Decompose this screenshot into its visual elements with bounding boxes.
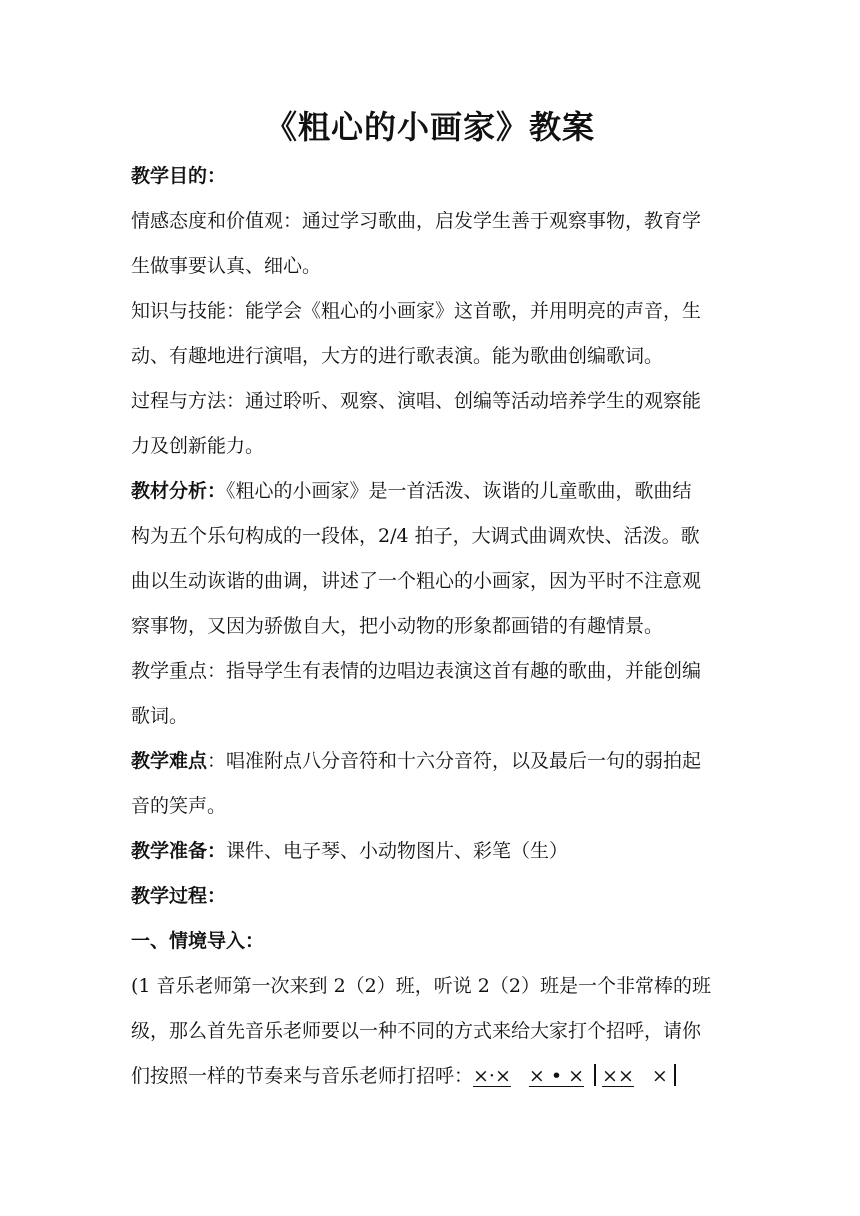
rhythm-beat-3: ×× — [602, 1065, 634, 1087]
paragraph-line: 教学重点：指导学生有表情的边唱边表演这首有趣的歌曲，并能创编 — [131, 660, 702, 682]
paragraph-line: 情感态度和价值观：通过学习歌曲，启发学生善于观察事物，教育学 — [131, 210, 702, 232]
document-title: 《粗心的小画家》教案 — [264, 108, 595, 146]
paragraph-line: 歌词。 — [131, 705, 189, 727]
paragraph-line — [131, 469, 731, 514]
paragraph-line: 构为五个乐句构成的一段体，2/4 拍子，大调式曲调欢快、活泼。歌 — [131, 525, 700, 547]
rhythm-notation — [473, 1054, 676, 1099]
paragraph-line — [131, 1054, 731, 1099]
bar-line — [674, 1064, 676, 1086]
paragraph-line: 察事物，又因为骄傲自大，把小动物的形象都画错的有趣情景。 — [131, 615, 664, 637]
bar-line — [594, 1064, 596, 1086]
rhythm-intro-text: 们按照一样的节奏来与音乐老师打招呼： — [131, 1065, 474, 1087]
paragraph-line: 知识与技能：能学会《粗心的小画家》这首歌，并用明亮的声音，生 — [131, 300, 702, 322]
preparation-text: 课件、电子琴、小动物图片、彩笔（生） — [226, 840, 569, 862]
material-analysis-text: 《粗心的小画家》是一首活泼、诙谐的儿童歌曲，歌曲结 — [226, 480, 692, 502]
paragraph-line: 级，那么首先音乐老师要以一种不同的方式来给大家打个招呼，请你 — [131, 1020, 702, 1042]
paragraph-line: 音的笑声。 — [131, 795, 227, 817]
rhythm-beat-2: × • × — [528, 1065, 585, 1087]
preparation-label: 教学准备： — [131, 840, 227, 862]
paragraph-line: 力及创新能力。 — [131, 435, 265, 457]
section-heading: 一、情境导入： — [131, 930, 265, 952]
rhythm-beat-4: × — [651, 1065, 668, 1087]
material-analysis-label: 教材分析： — [131, 480, 227, 502]
paragraph-line — [131, 829, 731, 874]
process-heading: 教学过程： — [131, 885, 227, 907]
paragraph-line: 曲以生动诙谐的曲调，讲述了一个粗心的小画家，因为平时不注意观 — [131, 570, 702, 592]
paragraph-line: 动、有趣地进行演唱，大方的进行歌表演。能为歌曲创编歌词。 — [131, 345, 664, 367]
objectives-heading: 教学目的： — [131, 165, 227, 187]
paragraph-line: (1 音乐老师第一次来到 2（2）班，听说 2（2）班是一个非常棒的班 — [131, 975, 711, 997]
difficulty-text: ：唱准附点八分音符和十六分音符，以及最后一句的弱拍起 — [207, 750, 702, 772]
difficulty-label: 教学难点 — [131, 750, 208, 772]
rhythm-beat-1: ×·× — [473, 1065, 511, 1087]
document-body — [131, 154, 731, 1099]
paragraph-line: 生做事要认真、细心。 — [131, 255, 322, 277]
paragraph-line — [131, 739, 731, 784]
paragraph-line: 过程与方法：通过聆听、观察、演唱、创编等活动培养学生的观察能 — [131, 390, 702, 412]
